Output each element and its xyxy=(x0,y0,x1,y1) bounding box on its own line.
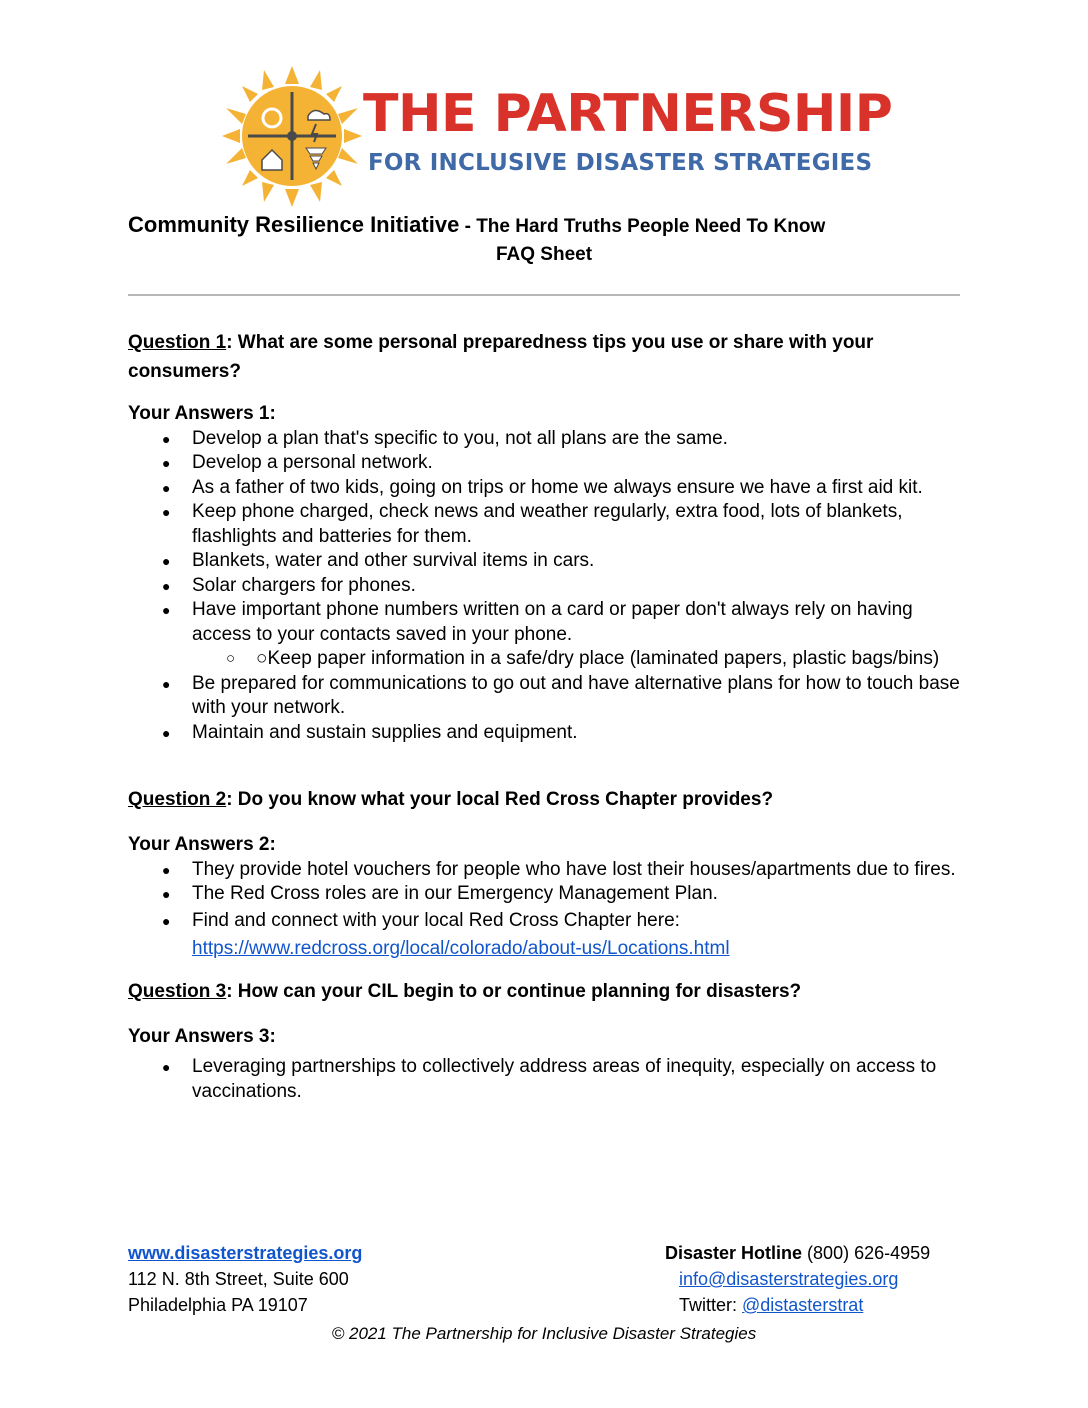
answers-1-sublist xyxy=(128,647,960,672)
email-link[interactable]: info@disasterstrategies.org xyxy=(679,1269,899,1289)
faq-content xyxy=(128,328,960,1104)
list-item: ● Keep phone charged, check news and weather regularly, extra food, lots of blankets, flashlights and batteries for them. xyxy=(128,500,960,549)
hollow-bullet-icon: ○ ○ xyxy=(226,650,236,667)
faq-heading: FAQ Sheet xyxy=(495,244,593,265)
logo-title: THE PARTNERSHIP xyxy=(363,84,893,144)
list-item: ● Solar chargers for phones. xyxy=(128,574,960,599)
sub-list-item-text: Keep paper information in a safe/dry place (laminated papers, plastic bags/bins) xyxy=(267,648,940,669)
footer-left xyxy=(128,1240,362,1318)
copyright-notice: © 2021 The Partnership for Inclusive Disaster Strategies xyxy=(331,1324,757,1343)
address-line-2: Philadelphia PA 19107 xyxy=(128,1295,308,1315)
list-item: ● As a father of two kids, going on trips or home we always ensure we have a first aid kit. xyxy=(128,476,960,501)
question-3-text: : How can your CIL begin to or continue planning for disasters? xyxy=(226,980,802,1002)
question-1-label: Question 1 xyxy=(128,332,227,353)
document-title-main: Community Resilience Initiative xyxy=(128,212,460,237)
question-2 xyxy=(128,785,960,814)
list-item: ● Have important phone numbers written on a card or paper don't always rely on having access to your contacts saved in your phone. xyxy=(128,598,960,647)
twitter-label: Twitter: xyxy=(679,1295,743,1315)
list-item-text: Find and connect with your local Red Cross Chapter here: xyxy=(192,909,680,931)
horizontal-divider xyxy=(128,294,960,296)
document-subtitle: The Hard Truths People Need To Know xyxy=(476,216,826,237)
sub-list-item xyxy=(128,647,960,672)
question-3-label: Question 3 xyxy=(128,980,227,1002)
twitter-link[interactable]: @distasterstrat xyxy=(742,1295,864,1315)
hotline-label: Disaster Hotline xyxy=(665,1243,803,1263)
question-3 xyxy=(128,977,960,1006)
list-item: ● Be prepared for communications to go out and have alternative plans for how to touch base with your network. xyxy=(128,672,960,721)
list-item: ● Maintain and sustain supplies and equipment. xyxy=(128,721,960,746)
list-item: ● They provide hotel vouchers for people who have lost their houses/apartments due to fires. xyxy=(128,858,960,883)
answers-2-list xyxy=(128,858,960,963)
list-item xyxy=(128,907,960,963)
answers-1-list-continued xyxy=(128,672,960,746)
document-title xyxy=(128,212,960,238)
question-2-label: Question 2 xyxy=(128,789,227,810)
answers-1-label: Your Answers 1: xyxy=(128,403,276,424)
website-link[interactable]: www.disasterstrategies.org xyxy=(128,1243,363,1263)
footer-right xyxy=(665,1240,930,1318)
title-separator: - xyxy=(459,216,477,237)
sun-emblem-icon xyxy=(222,64,362,209)
question-1 xyxy=(128,328,960,386)
list-item: ● Blankets, water and other survival items in cars. xyxy=(128,549,960,574)
logo-subtitle: FOR INCLUSIVE DISASTER STRATEGIES xyxy=(368,150,873,176)
answers-2-label: Your Answers 2: xyxy=(128,834,276,855)
answers-1-list xyxy=(128,427,960,648)
hotline-number: (800) 626-4959 xyxy=(802,1243,931,1263)
answers-3-label: Your Answers 3: xyxy=(128,1025,276,1047)
list-item: ● Develop a plan that's specific to you, not all plans are the same. xyxy=(128,427,960,452)
list-item: ● Develop a personal network. xyxy=(128,451,960,476)
answers-3-list xyxy=(128,1055,960,1104)
red-cross-locations-link[interactable]: https://www.redcross.org/local/colorado/about-us/Locations.html xyxy=(192,937,730,959)
partnership-logo xyxy=(222,64,893,209)
list-item: ● Leveraging partnerships to collectively address areas of inequity, especially on access to vaccinations. xyxy=(128,1055,960,1104)
list-item: ● The Red Cross roles are in our Emergency Management Plan. xyxy=(128,882,960,907)
question-1-text: : What are some personal preparedness tips you use or share with your consumers? xyxy=(128,332,874,382)
address-line-1: 112 N. 8th Street, Suite 600 xyxy=(128,1269,349,1289)
question-2-text: : Do you know what your local Red Cross Chapter provides? xyxy=(226,789,774,810)
